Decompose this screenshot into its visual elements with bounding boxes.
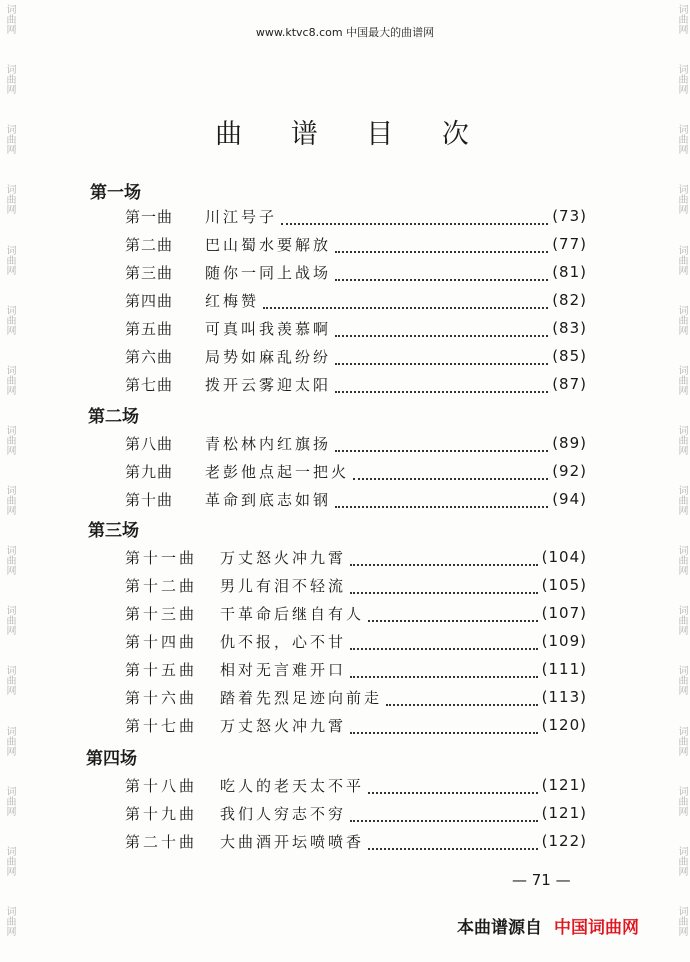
- dot-leader: [368, 780, 538, 794]
- watermark-glyph: 词曲网: [676, 785, 687, 816]
- toc-entry[interactable]: [125, 574, 587, 596]
- dot-leader: [353, 466, 548, 480]
- song-title: 局势如麻乱纷纷: [205, 347, 332, 366]
- song-number: 第十九曲: [125, 804, 198, 823]
- page-ref: (111): [541, 660, 587, 678]
- toc-entry[interactable]: [125, 261, 587, 283]
- song-number: 第六曲: [125, 347, 174, 366]
- dot-leader: [350, 580, 538, 594]
- page-number: — 71 —: [512, 871, 571, 889]
- watermark-glyph: 词曲网: [4, 364, 15, 395]
- watermark-glyph: 词曲网: [676, 845, 687, 876]
- song-number: 第五曲: [125, 319, 174, 338]
- song-number: 第二曲: [125, 235, 174, 254]
- page-title: 曲 谱 目 次: [215, 119, 489, 150]
- watermark-glyph: 词曲网: [676, 124, 687, 155]
- watermark-glyph: 词曲网: [676, 184, 687, 215]
- watermark-glyph: 词曲网: [676, 304, 687, 335]
- page-ref: (82): [552, 291, 587, 309]
- dot-leader: [368, 836, 538, 850]
- watermark-glyph: 词曲网: [4, 845, 15, 876]
- song-title: 随你一同上战场: [205, 263, 332, 282]
- song-number: 第十三曲: [125, 604, 198, 623]
- page-ref: (81): [552, 263, 587, 281]
- source-brand-link[interactable]: 中国词曲网: [554, 918, 639, 938]
- dot-leader: [335, 379, 548, 393]
- song-title: 仇不报，心不甘: [220, 632, 347, 651]
- song-number: 第十四曲: [125, 632, 198, 651]
- song-number: 第十一曲: [125, 548, 198, 567]
- dot-leader: [350, 664, 538, 678]
- watermark-glyph: 词曲网: [676, 725, 687, 756]
- watermark-glyph: 词曲网: [4, 485, 15, 515]
- song-title: 万丈怒火冲九霄: [220, 548, 347, 567]
- song-title: 老彭他点起一把火: [205, 462, 350, 481]
- source-note: [457, 913, 639, 938]
- dot-leader: [350, 636, 538, 650]
- page-ref: (92): [552, 462, 587, 480]
- toc-entry[interactable]: [125, 205, 587, 227]
- dot-leader: [350, 808, 538, 822]
- song-number: 第八曲: [125, 434, 174, 453]
- watermark-glyph: 词曲网: [676, 665, 687, 696]
- song-title: 吃人的老天太不平: [220, 776, 365, 795]
- toc-entry[interactable]: [125, 289, 587, 311]
- toc-entry[interactable]: [125, 546, 587, 568]
- song-title: 可真叫我羡慕啊: [205, 319, 332, 338]
- toc-entry[interactable]: [125, 774, 587, 796]
- watermark-glyph: 词曲网: [676, 545, 687, 576]
- page-ref: (104): [541, 548, 587, 566]
- toc-entry[interactable]: [125, 460, 587, 482]
- song-title: 踏着先烈足迹向前走: [220, 688, 383, 707]
- toc-entry[interactable]: [125, 714, 587, 736]
- dot-leader: [350, 720, 538, 734]
- watermark-glyph: 词曲网: [676, 364, 687, 395]
- watermark-glyph: 词曲网: [4, 244, 15, 275]
- source-prefix: 本曲谱源自: [457, 918, 542, 938]
- toc-entry[interactable]: [125, 686, 587, 708]
- song-number: 第三曲: [125, 263, 174, 282]
- watermark-glyph: 词曲网: [4, 184, 15, 215]
- watermark-glyph: 词曲网: [4, 665, 15, 696]
- dot-leader: [263, 295, 548, 309]
- song-title: 大曲酒开坛喷喷香: [220, 832, 365, 851]
- scene-heading: 第二场: [88, 407, 139, 427]
- watermark-glyph: 词曲网: [4, 725, 15, 756]
- dot-leader: [335, 323, 548, 337]
- dot-leader: [368, 608, 538, 622]
- dot-leader: [335, 351, 548, 365]
- watermark-glyph: 词曲网: [676, 244, 687, 275]
- song-number: 第十八曲: [125, 776, 198, 795]
- watermark-glyph: 词曲网: [676, 64, 687, 95]
- toc-entry[interactable]: [125, 317, 587, 339]
- page-ref: (113): [541, 688, 587, 706]
- watermark-glyph: 词曲网: [4, 304, 15, 335]
- watermark-glyph: 词曲网: [676, 424, 687, 455]
- toc-entry[interactable]: [125, 233, 587, 255]
- song-title: 万丈怒火冲九霄: [220, 716, 347, 735]
- toc-entry[interactable]: [125, 432, 587, 454]
- dot-leader: [386, 692, 538, 706]
- song-title: 相对无言难开口: [220, 660, 347, 679]
- watermark-glyph: 词曲网: [4, 64, 15, 95]
- watermark-glyph: 词曲网: [4, 785, 15, 816]
- song-number: 第九曲: [125, 462, 174, 481]
- watermark-glyph: 词曲网: [4, 545, 15, 576]
- song-title: 男儿有泪不轻流: [220, 576, 347, 595]
- dot-leader: [335, 494, 548, 508]
- toc-entry[interactable]: [125, 488, 587, 510]
- song-number: 第十六曲: [125, 688, 198, 707]
- site-header: www.ktvc8.com 中国最大的曲谱网: [255, 26, 435, 39]
- song-number: 第四曲: [125, 291, 174, 310]
- toc-entry[interactable]: [125, 373, 587, 395]
- page-ref: (83): [552, 319, 587, 337]
- song-title: 红梅赞: [205, 291, 260, 310]
- song-number: 第十曲: [125, 490, 174, 509]
- dot-leader: [281, 211, 548, 225]
- watermark-glyph: 词曲网: [4, 905, 15, 936]
- page-ref: (109): [541, 632, 587, 650]
- page-ref: (105): [541, 576, 587, 594]
- toc-entry[interactable]: [125, 802, 587, 824]
- watermark-glyph: 词曲网: [4, 124, 15, 155]
- page-ref: (77): [552, 235, 587, 253]
- song-title: 革命到底志如钢: [205, 490, 332, 509]
- toc-entry[interactable]: [125, 658, 587, 680]
- toc-entry[interactable]: [125, 345, 587, 367]
- song-number: 第一曲: [125, 207, 174, 226]
- watermark-glyph: 词曲网: [676, 605, 687, 636]
- song-title: 青松林内红旗扬: [205, 434, 332, 453]
- watermark-glyph: 词曲网: [676, 485, 687, 515]
- page-ref: (121): [541, 776, 587, 794]
- song-title: 拨开云雾迎太阳: [205, 375, 332, 394]
- song-number: 第十五曲: [125, 660, 198, 679]
- toc-entry[interactable]: [125, 630, 587, 652]
- song-title: 干革命后继自有人: [220, 604, 365, 623]
- scene-heading: 第三场: [88, 521, 139, 541]
- page-ref: (121): [541, 804, 587, 822]
- page-ref: (89): [552, 434, 587, 452]
- page-ref: (85): [552, 347, 587, 365]
- dot-leader: [350, 552, 538, 566]
- song-title: 巴山蜀水要解放: [205, 235, 332, 254]
- song-title: 我们人穷志不穷: [220, 804, 347, 823]
- toc-entry[interactable]: [125, 602, 587, 624]
- watermark-glyph: 词曲网: [676, 4, 687, 34]
- watermark-glyph: 词曲网: [676, 905, 687, 936]
- page-ref: (94): [552, 490, 587, 508]
- page-ref: (120): [541, 716, 587, 734]
- song-title: 川江号子: [205, 207, 278, 226]
- scene-heading: 第一场: [90, 183, 141, 203]
- page-ref: (122): [541, 832, 587, 850]
- song-number: 第二十曲: [125, 832, 198, 851]
- dot-leader: [335, 438, 548, 452]
- page-ref: (73): [552, 207, 587, 225]
- dot-leader: [335, 267, 548, 281]
- scene-heading: 第四场: [86, 749, 137, 769]
- page-ref: (107): [541, 604, 587, 622]
- dot-leader: [335, 239, 548, 253]
- page-ref: (87): [552, 375, 587, 393]
- toc-entry[interactable]: [125, 830, 587, 852]
- watermark-glyph: 词曲网: [4, 4, 15, 34]
- song-number: 第十七曲: [125, 716, 198, 735]
- song-number: 第十二曲: [125, 576, 198, 595]
- watermark-glyph: 词曲网: [4, 605, 15, 636]
- song-number: 第七曲: [125, 375, 174, 394]
- watermark-glyph: 词曲网: [4, 424, 15, 455]
